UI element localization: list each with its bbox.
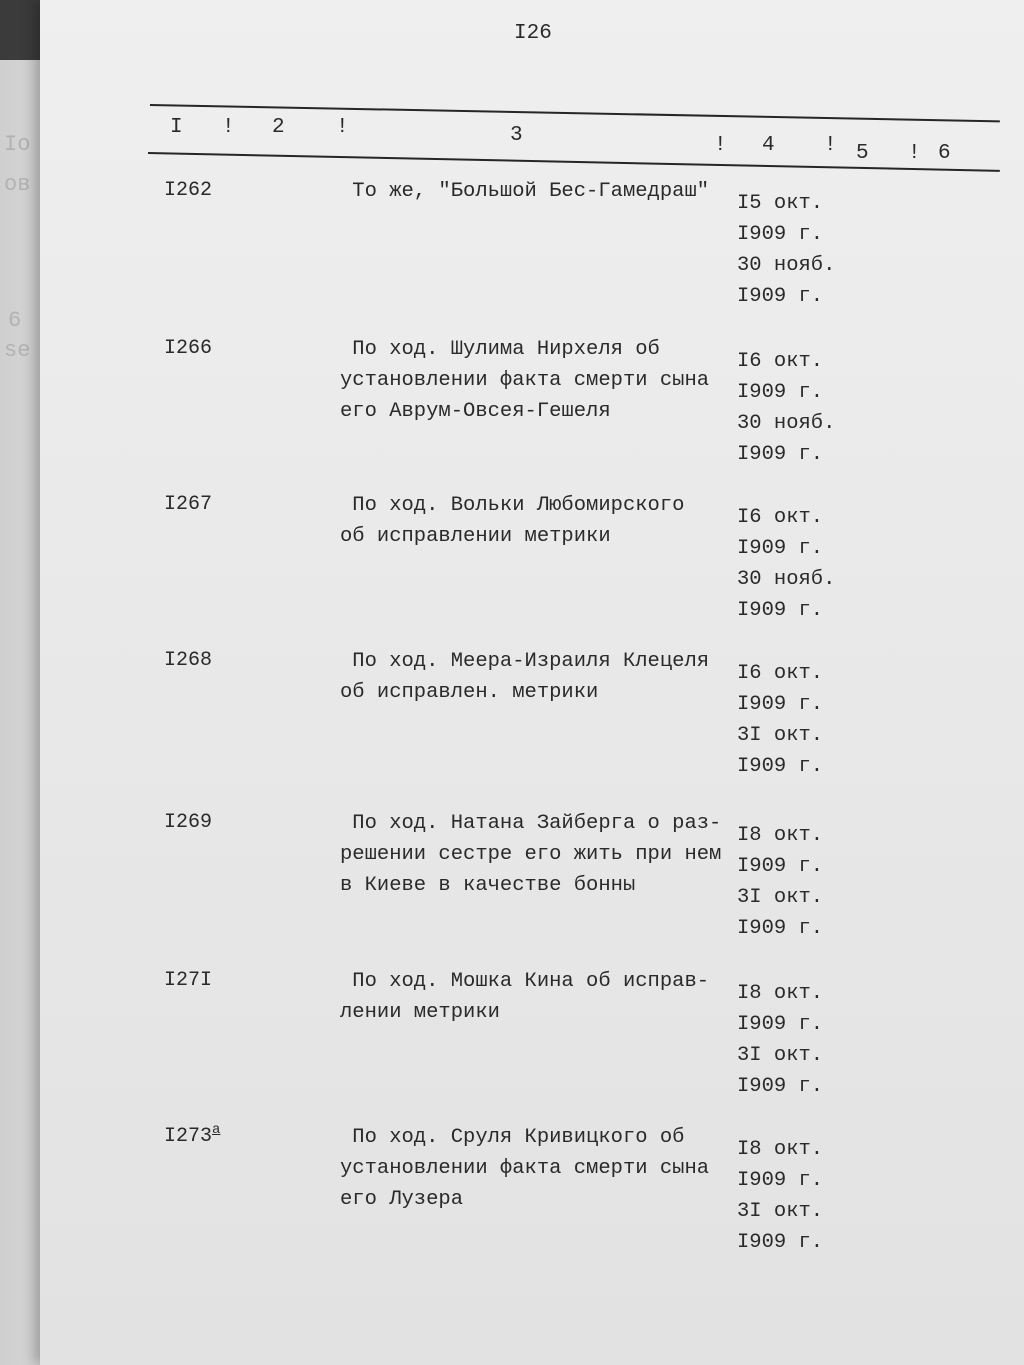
bleed-through-mark: Io [4,132,31,157]
header-separator: ! [336,116,349,139]
record-description: По ход. Шулима Нирхеля об установлении факта смерти сына его Аврум-Овсея-Гешеля [340,338,710,423]
record-dates: I6 окт. I909 г. 30 нояб. I909 г. [737,350,836,466]
header-col-4: 4 [762,134,775,157]
page-number: I26 [514,22,552,45]
header-separator: ! [824,134,837,157]
record-number: I268 [164,649,213,672]
record-description: По ход. Вольки Любомирского об исправлении метрики [340,494,685,548]
record-number: I266 [164,337,213,360]
record-dates: I8 окт. I909 г. 3I окт. I909 г. [737,1138,824,1254]
header-separator: ! [908,142,921,165]
record-description: По ход. Сруля Кривицкого об установлении факта смерти сына его Лузера [340,1126,710,1211]
header-col-6: 6 [938,142,951,165]
document-page [40,0,1024,1365]
header-col-5: 5 [856,142,869,165]
bleed-through-mark: 6 [8,308,22,333]
record-description: По ход. Натана Зайберга о раз- решении сестре его жить при нем в Киеве в качестве бонны [340,812,722,897]
header-col-1: I [170,116,183,139]
header-col-2: 2 [272,116,285,139]
record-number: I269 [164,811,213,834]
header-bottom-rule [148,152,1000,172]
bleed-through-mark: ов [4,172,31,197]
record-dates: I6 окт. I909 г. 3I окт. I909 г. [737,662,824,778]
record-description: По ход. Мошка Кина об исправ- лении метрики [340,970,710,1024]
header-separator: ! [222,116,235,139]
record-dates: I6 окт. I909 г. 30 нояб. I909 г. [737,506,836,622]
header-col-3: 3 [510,124,523,147]
record-number: I27I [164,969,213,992]
record-number: $I273^а$ [164,1122,221,1148]
record-dates: I8 окт. I909 г. 3I окт. I909 г. [737,982,824,1098]
record-number: I267 [164,493,213,516]
header-separator: ! [714,134,727,157]
record-dates: I8 окт. I909 г. 3I окт. I909 г. [737,824,824,940]
record-number: I262 [164,179,213,202]
bleed-through-mark: se [4,338,31,363]
record-dates: I5 окт. I909 г. 30 нояб. I909 г. [737,192,836,308]
record-description: То же, "Большой Бес-Гамедраш" [340,180,710,203]
record-description: По ход. Меера-Израиля Клецеля об исправлен. метрики [340,650,710,704]
